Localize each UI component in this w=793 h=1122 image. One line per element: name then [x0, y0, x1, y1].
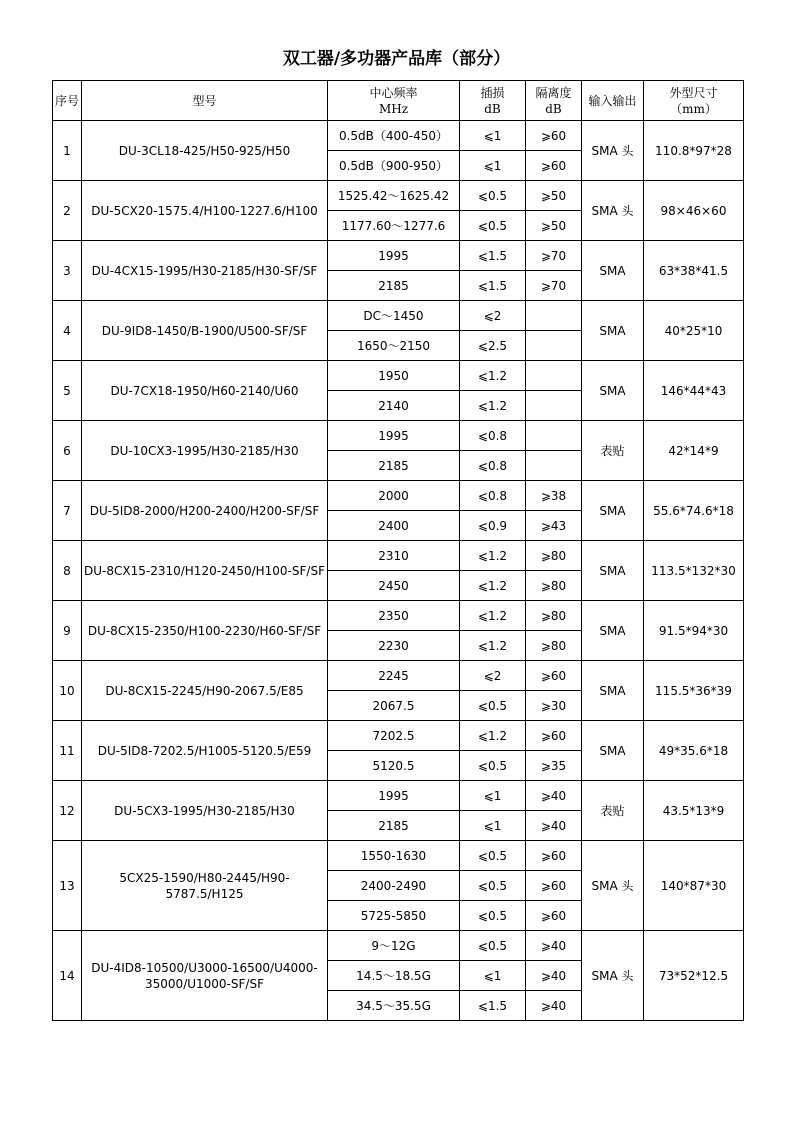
band-frequency: 2230	[328, 631, 460, 661]
band-frequency: 2245	[328, 661, 460, 691]
band-insertion-loss: ⩽2.5	[460, 331, 526, 361]
band-frequency: 2185	[328, 451, 460, 481]
row-model: DU-9ID8-1450/B-1900/U500-SF/SF	[82, 301, 328, 361]
header-size: 外型尺寸 （mm）	[644, 81, 744, 121]
band-isolation: ⩾60	[526, 901, 582, 931]
row-io: SMA	[582, 661, 644, 721]
band-frequency: 2450	[328, 571, 460, 601]
row-size: 91.5*94*30	[644, 601, 744, 661]
row-size: 40*25*10	[644, 301, 744, 361]
band-isolation	[526, 391, 582, 421]
band-frequency: 1995	[328, 241, 460, 271]
band-insertion-loss: ⩽1.2	[460, 721, 526, 751]
band-frequency: 1995	[328, 781, 460, 811]
row-number: 10	[53, 661, 82, 721]
table-row	[53, 601, 744, 631]
band-frequency: 2310	[328, 541, 460, 571]
band-insertion-loss: ⩽2	[460, 301, 526, 331]
band-isolation: ⩾60	[526, 121, 582, 151]
header-io: 输入输出	[582, 81, 644, 121]
row-number: 5	[53, 361, 82, 421]
row-size: 55.6*74.6*18	[644, 481, 744, 541]
band-insertion-loss: ⩽1.2	[460, 601, 526, 631]
band-isolation: ⩾40	[526, 991, 582, 1021]
row-io: 表贴	[582, 781, 644, 841]
band-isolation: ⩾38	[526, 481, 582, 511]
table-row	[53, 361, 744, 391]
band-insertion-loss: ⩽0.8	[460, 421, 526, 451]
table-header-row	[53, 81, 744, 121]
band-insertion-loss: ⩽0.5	[460, 931, 526, 961]
band-isolation	[526, 301, 582, 331]
row-size: 113.5*132*30	[644, 541, 744, 601]
row-number: 6	[53, 421, 82, 481]
band-frequency: 2400	[328, 511, 460, 541]
row-number: 1	[53, 121, 82, 181]
row-io: SMA	[582, 601, 644, 661]
table-row	[53, 481, 744, 511]
band-isolation	[526, 361, 582, 391]
band-isolation: ⩾50	[526, 181, 582, 211]
band-insertion-loss: ⩽0.5	[460, 871, 526, 901]
band-insertion-loss: ⩽0.5	[460, 181, 526, 211]
row-size: 63*38*41.5	[644, 241, 744, 301]
band-insertion-loss: ⩽0.8	[460, 481, 526, 511]
row-model: DU-5ID8-2000/H200-2400/H200-SF/SF	[82, 481, 328, 541]
band-frequency: 0.5dB（900-950）	[328, 151, 460, 181]
row-io: SMA	[582, 361, 644, 421]
band-frequency: 1525.42～1625.42	[328, 181, 460, 211]
band-isolation: ⩾43	[526, 511, 582, 541]
band-isolation: ⩾60	[526, 841, 582, 871]
row-number: 12	[53, 781, 82, 841]
row-number: 8	[53, 541, 82, 601]
row-io: SMA	[582, 541, 644, 601]
row-model: DU-5CX20-1575.4/H100-1227.6/H100	[82, 181, 328, 241]
band-frequency: 0.5dB（400-450）	[328, 121, 460, 151]
row-size: 115.5*36*39	[644, 661, 744, 721]
table-row	[53, 841, 744, 871]
table-row	[53, 541, 744, 571]
band-isolation: ⩾80	[526, 601, 582, 631]
band-frequency: 2185	[328, 271, 460, 301]
band-insertion-loss: ⩽0.5	[460, 901, 526, 931]
row-io: SMA 头	[582, 841, 644, 931]
row-io: SMA	[582, 241, 644, 301]
row-model: 5CX25-1590/H80-2445/H90-5787.5/H125	[82, 841, 328, 931]
row-number: 13	[53, 841, 82, 931]
table-row	[53, 781, 744, 811]
band-frequency: 1950	[328, 361, 460, 391]
row-model: DU-8CX15-2350/H100-2230/H60-SF/SF	[82, 601, 328, 661]
band-insertion-loss: ⩽0.5	[460, 691, 526, 721]
header-no: 序号	[53, 81, 82, 121]
row-size: 73*52*12.5	[644, 931, 744, 1021]
band-insertion-loss: ⩽1	[460, 151, 526, 181]
table-row	[53, 301, 744, 331]
header-freq: 中心频率 MHz	[328, 81, 460, 121]
row-io: SMA 头	[582, 931, 644, 1021]
band-insertion-loss: ⩽1.5	[460, 991, 526, 1021]
band-insertion-loss: ⩽2	[460, 661, 526, 691]
band-frequency: 2000	[328, 481, 460, 511]
band-frequency: 2185	[328, 811, 460, 841]
band-frequency: 1995	[328, 421, 460, 451]
table-row	[53, 121, 744, 151]
band-insertion-loss: ⩽0.5	[460, 211, 526, 241]
row-number: 4	[53, 301, 82, 361]
band-insertion-loss: ⩽1.5	[460, 241, 526, 271]
band-frequency: 1650～2150	[328, 331, 460, 361]
row-model: DU-3CL18-425/H50-925/H50	[82, 121, 328, 181]
band-isolation	[526, 451, 582, 481]
header-loss: 插损 dB	[460, 81, 526, 121]
row-model: DU-4CX15-1995/H30-2185/H30-SF/SF	[82, 241, 328, 301]
band-isolation: ⩾50	[526, 211, 582, 241]
row-size: 110.8*97*28	[644, 121, 744, 181]
band-frequency: 9～12G	[328, 931, 460, 961]
row-size: 43.5*13*9	[644, 781, 744, 841]
band-isolation	[526, 331, 582, 361]
page-title: 双工器/多功器产品库（部分）	[282, 49, 511, 69]
row-io: SMA	[582, 481, 644, 541]
band-insertion-loss: ⩽1	[460, 811, 526, 841]
band-isolation	[526, 421, 582, 451]
band-isolation: ⩾60	[526, 871, 582, 901]
row-model: DU-4ID8-10500/U3000-16500/U4000-35000/U1000-SF/SF	[82, 931, 328, 1021]
table-row	[53, 421, 744, 451]
band-insertion-loss: ⩽0.5	[460, 841, 526, 871]
table-row	[53, 241, 744, 271]
row-io: 表贴	[582, 421, 644, 481]
product-table	[52, 80, 744, 1021]
row-io: SMA	[582, 721, 644, 781]
band-insertion-loss: ⩽1	[460, 121, 526, 151]
band-isolation: ⩾80	[526, 631, 582, 661]
row-number: 3	[53, 241, 82, 301]
band-isolation: ⩾70	[526, 271, 582, 301]
row-number: 9	[53, 601, 82, 661]
band-insertion-loss: ⩽0.9	[460, 511, 526, 541]
band-insertion-loss: ⩽1.2	[460, 631, 526, 661]
row-model: DU-8CX15-2245/H90-2067.5/E85	[82, 661, 328, 721]
band-frequency: 2350	[328, 601, 460, 631]
band-frequency: 5120.5	[328, 751, 460, 781]
band-isolation: ⩾40	[526, 931, 582, 961]
row-number: 2	[53, 181, 82, 241]
row-model: DU-5ID8-7202.5/H1005-5120.5/E59	[82, 721, 328, 781]
band-isolation: ⩾60	[526, 151, 582, 181]
row-io: SMA	[582, 301, 644, 361]
band-frequency: 2067.5	[328, 691, 460, 721]
band-isolation: ⩾30	[526, 691, 582, 721]
band-frequency: 5725-5850	[328, 901, 460, 931]
table-row	[53, 721, 744, 751]
row-size: 42*14*9	[644, 421, 744, 481]
band-isolation: ⩾80	[526, 541, 582, 571]
band-frequency: 14.5～18.5G	[328, 961, 460, 991]
band-frequency: 34.5～35.5G	[328, 991, 460, 1021]
band-isolation: ⩾35	[526, 751, 582, 781]
band-frequency: 1177.60～1277.6	[328, 211, 460, 241]
row-size: 140*87*30	[644, 841, 744, 931]
row-number: 11	[53, 721, 82, 781]
row-model: DU-5CX3-1995/H30-2185/H30	[82, 781, 328, 841]
band-isolation: ⩾60	[526, 661, 582, 691]
band-isolation: ⩾70	[526, 241, 582, 271]
band-frequency: 1550-1630	[328, 841, 460, 871]
table-row	[53, 661, 744, 691]
band-insertion-loss: ⩽1.2	[460, 541, 526, 571]
band-isolation: ⩾40	[526, 811, 582, 841]
table-body	[53, 121, 744, 1021]
band-insertion-loss: ⩽1.5	[460, 271, 526, 301]
row-size: 49*35.6*18	[644, 721, 744, 781]
band-insertion-loss: ⩽0.5	[460, 751, 526, 781]
row-size: 98×46×60	[644, 181, 744, 241]
band-insertion-loss: ⩽1.2	[460, 571, 526, 601]
row-model: DU-8CX15-2310/H120-2450/H100-SF/SF	[82, 541, 328, 601]
row-size: 146*44*43	[644, 361, 744, 421]
band-frequency: 2400-2490	[328, 871, 460, 901]
row-number: 14	[53, 931, 82, 1021]
band-frequency: DC～1450	[328, 301, 460, 331]
band-insertion-loss: ⩽1.2	[460, 361, 526, 391]
band-isolation: ⩾80	[526, 571, 582, 601]
band-insertion-loss: ⩽0.8	[460, 451, 526, 481]
band-frequency: 7202.5	[328, 721, 460, 751]
band-isolation: ⩾40	[526, 961, 582, 991]
table-row	[53, 181, 744, 211]
row-io: SMA 头	[582, 181, 644, 241]
band-insertion-loss: ⩽1.2	[460, 391, 526, 421]
band-frequency: 2140	[328, 391, 460, 421]
row-model: DU-10CX3-1995/H30-2185/H30	[82, 421, 328, 481]
band-isolation: ⩾60	[526, 721, 582, 751]
band-insertion-loss: ⩽1	[460, 781, 526, 811]
header-isolation: 隔离度 dB	[526, 81, 582, 121]
row-model: DU-7CX18-1950/H60-2140/U60	[82, 361, 328, 421]
table-row	[53, 931, 744, 961]
header-model: 型号	[82, 81, 328, 121]
row-io: SMA 头	[582, 121, 644, 181]
band-insertion-loss: ⩽1	[460, 961, 526, 991]
band-isolation: ⩾40	[526, 781, 582, 811]
row-number: 7	[53, 481, 82, 541]
